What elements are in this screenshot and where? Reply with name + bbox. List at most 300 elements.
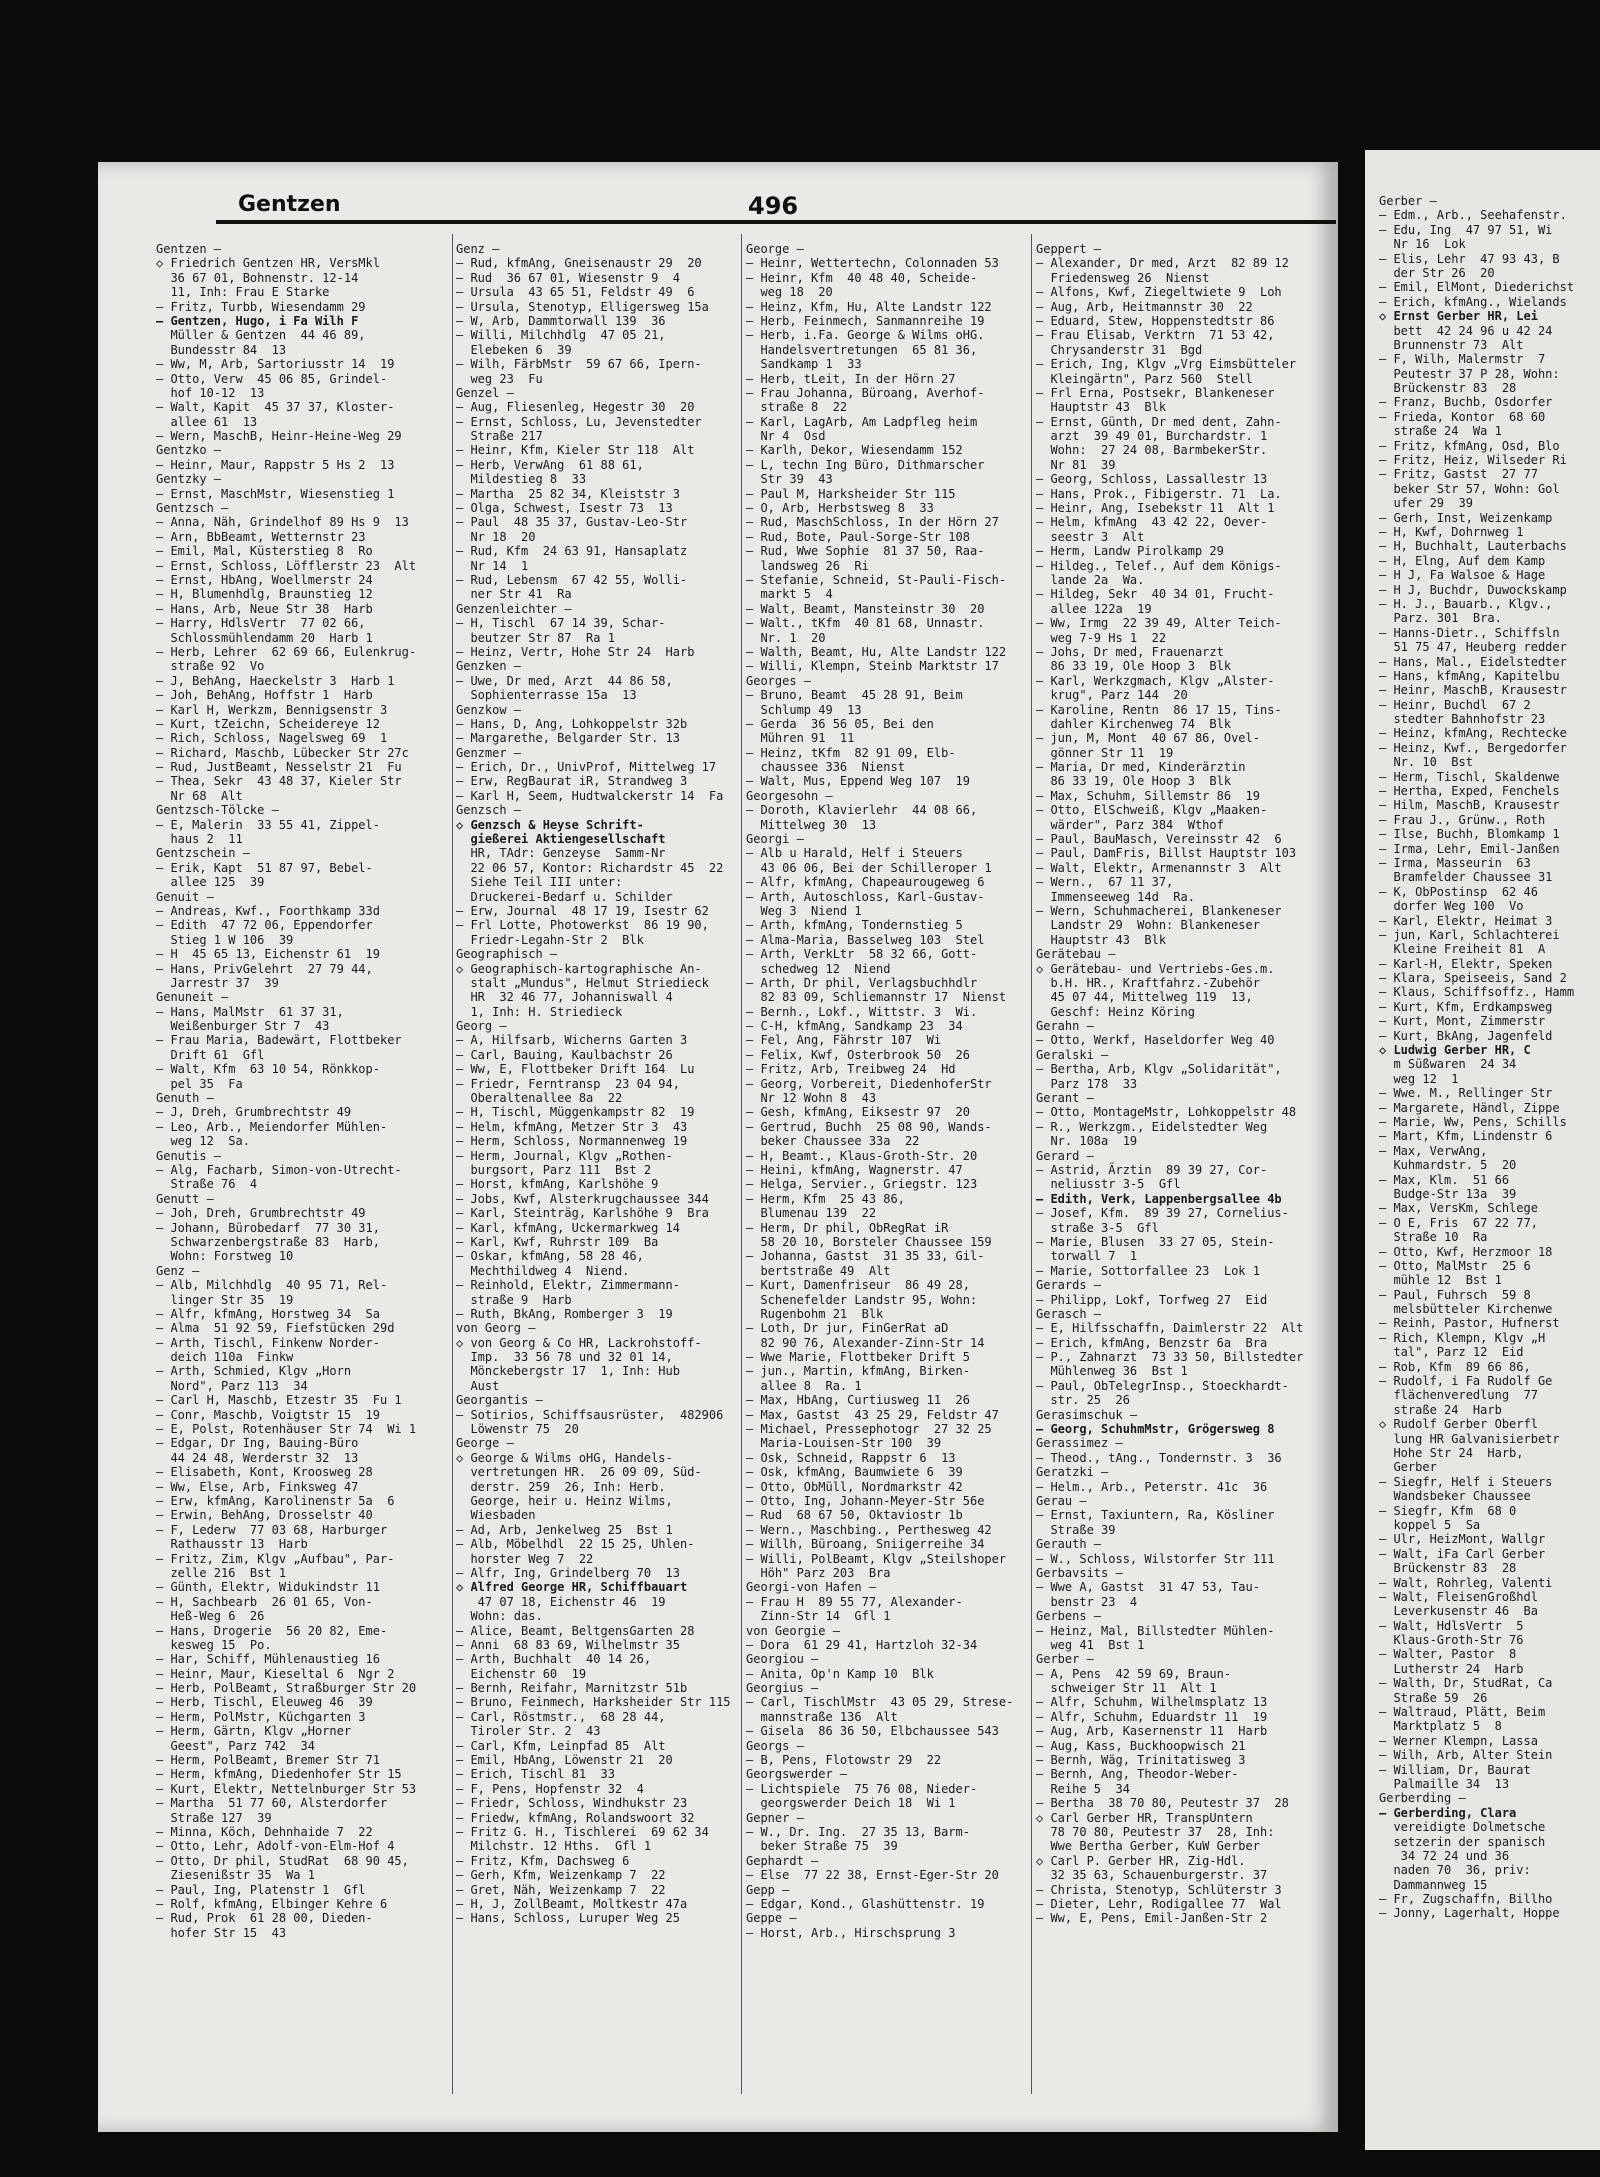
entry-line: — F, Lederw 77 03 68, Harburger xyxy=(156,1522,388,1537)
entry-line: Gerau — xyxy=(1036,1493,1087,1508)
entry-line: — Hans, Drogerie 56 20 82, Eme- xyxy=(156,1623,388,1638)
entry-line: — Wern, Schuhmacherei, Blankeneser xyxy=(1036,903,1282,918)
page-header xyxy=(238,182,1318,232)
entry-line: — Karl, Steinträg, Karlshöhe 9 Bra xyxy=(456,1206,709,1221)
entry-line: Genuth — xyxy=(156,1091,214,1106)
directory-column-1 xyxy=(156,242,448,1940)
entry-line: Eichenstr 60 19 xyxy=(456,1666,587,1681)
entry-line: weg 7-9 Hs 1 22 xyxy=(1036,630,1167,645)
entry-line: Tiroler Str. 2 43 xyxy=(456,1724,601,1739)
entry-line: — Walt., tKfm 40 81 68, Unnastr. xyxy=(746,616,985,631)
directory-column-3 xyxy=(746,242,1028,1940)
entry-line: — Willi, Milchhdlg 47 05 21, xyxy=(456,328,666,343)
entry-line: Gerasimschuk — xyxy=(1036,1407,1138,1422)
entry-line: — Rud, Bote, Paul-Sorge-Str 108 xyxy=(746,529,970,544)
entry-line: — Paul M, Harksheider Str 115 xyxy=(746,486,956,501)
entry-line: — Rud 68 67 50, Oktaviostr 1b xyxy=(746,1508,963,1523)
entry-line: 86 33 19, Ole Hoop 3 Blk xyxy=(1036,774,1232,789)
entry-line: — Frieda, Kontor 68 60 xyxy=(1379,409,1546,424)
entry-line: Gerber — xyxy=(1036,1652,1094,1667)
entry-line: — Georg, Vorbereit, DiedenhoferStr xyxy=(746,1076,992,1091)
entry-line: — Gentzen, Hugo, i Fa Wilh F xyxy=(156,313,359,328)
entry-line: — Karoline, Rentn 86 17 15, Tins- xyxy=(1036,702,1282,717)
entry-line: — Ernst, HbAng, Woellmerstr 24 xyxy=(156,572,373,587)
entry-line: — Willi, PolBeamt, Klgv „Steilshoper xyxy=(746,1551,1007,1566)
entry-line: mühle 12 Bst 1 xyxy=(1379,1273,1502,1288)
entry-line: — Alfons, Kwf, Ziegeltwiete 9 Loh xyxy=(1036,285,1282,300)
entry-line: Gepner — xyxy=(746,1810,804,1825)
entry-line: Gerard — xyxy=(1036,1148,1094,1163)
entry-line: — Emil, HbAng, Löwenstr 21 20 xyxy=(456,1753,673,1768)
entry-line: ◇ Carl P. Gerber HR, Zig-Hdl. xyxy=(1036,1853,1246,1868)
entry-line: — Karl, LagArb, Am Ladpfleg heim xyxy=(746,414,978,429)
entry-line: — Aug, Arb, Kasernenstr 11 Harb xyxy=(1036,1724,1268,1739)
entry-line: — Gerh, Kfm, Weizenkamp 7 22 xyxy=(456,1868,666,1883)
entry-line: — Rudolf, i Fa Rudolf Ge xyxy=(1379,1374,1553,1389)
entry-line: — Rud, kfmAng, Gneisenaustr 29 20 xyxy=(456,256,702,271)
entry-line: — Dora 61 29 41, Hartzloh 32-34 xyxy=(746,1637,978,1652)
entry-line: — Fr, Zugschaffn, Billho xyxy=(1379,1892,1553,1907)
entry-line: Wohn: Forstweg 10 xyxy=(156,1249,294,1264)
entry-line: Lutherstr 24 Harb xyxy=(1379,1661,1524,1676)
entry-line: Genzkow — xyxy=(456,702,522,717)
entry-line: — Carl, Bauing, Kaulbachstr 26 xyxy=(456,1047,673,1062)
entry-line: Hauptstr 43 Blk xyxy=(1036,932,1167,947)
entry-line: Parz 178 33 xyxy=(1036,1076,1138,1091)
entry-line: ufer 29 39 xyxy=(1379,496,1473,511)
entry-line: — H J, Buchdr, Duwockskamp xyxy=(1379,582,1567,597)
entry-line: — Erich, Ing, Klgv „Vrg Eimsbütteler xyxy=(1036,357,1297,372)
entry-line: — Johann, Bürobedarf 77 30 31, xyxy=(156,1220,380,1235)
entry-line: kesweg 15 Po. xyxy=(156,1637,272,1652)
entry-line: koppel 5 Sa xyxy=(1379,1517,1481,1532)
entry-line: Aust xyxy=(456,1378,500,1393)
entry-line: Friedr-Legahn-Str 2 Blk xyxy=(456,932,644,947)
entry-line: georgswerder Deich 18 Wi 1 xyxy=(746,1796,956,1811)
entry-line: 82 83 09, Schliemannstr 17 Nienst xyxy=(746,990,1007,1005)
entry-line: — Heinr, Kfm 40 48 40, Scheide- xyxy=(746,270,978,285)
adjacent-page-column xyxy=(1379,194,1600,1921)
entry-line: — Heinr, Maur, Rappstr 5 Hs 2 13 xyxy=(156,457,395,472)
entry-line: — Paul, Fuhrsch 59 8 xyxy=(1379,1287,1531,1302)
entry-line: — Herm, Landw Pirolkamp 29 xyxy=(1036,544,1224,559)
directory-page xyxy=(98,162,1338,2132)
entry-line: — Martha 25 82 34, Kleiststr 3 xyxy=(456,486,680,501)
entry-line: Gepp — xyxy=(746,1882,790,1897)
entry-line: — Walt, iFa Carl Gerber xyxy=(1379,1546,1546,1561)
entry-line: stedter Bahnhofstr 23 xyxy=(1379,712,1546,727)
entry-line: — Otto, ObMüll, Nordmarkstr 42 xyxy=(746,1479,963,1494)
entry-line: Gerards — xyxy=(1036,1278,1102,1293)
entry-line: — Alfr, kfmAng, Chapeaurougeweg 6 xyxy=(746,875,985,890)
entry-line: str. 25 26 xyxy=(1036,1393,1130,1408)
entry-line: Wwe Bertha Gerber, KuW Gerber xyxy=(1036,1839,1260,1854)
entry-line: — Otto, Dr phil, StudRat 68 90 45, xyxy=(156,1853,409,1868)
entry-line: — Otto, Kwf, Herzmoor 18 xyxy=(1379,1244,1553,1259)
entry-line: straße 8 22 xyxy=(746,400,848,415)
entry-line: Gerasch — xyxy=(1036,1306,1102,1321)
entry-line: — Martha 51 77 60, Alsterdorfer xyxy=(156,1796,388,1811)
entry-line: — Max, VersKm, Schlege xyxy=(1379,1201,1538,1216)
entry-line: — Fritz, Turbb, Wiesendamm 29 xyxy=(156,299,366,314)
entry-line: — Willh, Büroang, Sniigerreihe 34 xyxy=(746,1537,985,1552)
entry-line: — Joh, BehAng, Hoffstr 1 Harb xyxy=(156,688,373,703)
entry-line: burgsort, Parz 111 Bst 2 xyxy=(456,1163,652,1177)
entry-line: — C-H, kfmAng, Sandkamp 23 34 xyxy=(746,1019,963,1034)
entry-line: — Max, VerwAng, xyxy=(1379,1143,1488,1158)
entry-line: weg 12 1 xyxy=(1379,1071,1459,1086)
entry-line: — Ulr, HeizMont, Wallgr xyxy=(1379,1532,1546,1547)
entry-line: — Erw, RegBaurat iR, Strandweg 3 xyxy=(456,774,688,789)
entry-line: Geppert — xyxy=(1036,242,1102,256)
entry-line: — Alice, Beamt, BeltgensGarten 28 xyxy=(456,1623,695,1638)
entry-line: Georgi — xyxy=(746,832,804,847)
entry-line: — Herb, Tischl, Eleuweg 46 39 xyxy=(156,1695,373,1710)
entry-line: Marktplatz 5 8 xyxy=(1379,1719,1502,1734)
entry-line: Genzsch — xyxy=(456,803,522,818)
entry-line: Nr 18 20 xyxy=(456,529,536,544)
entry-line: — Joh, Dreh, Grumbrechtstr 49 xyxy=(156,1206,366,1221)
entry-line: — B, Pens, Flotowstr 29 22 xyxy=(746,1753,942,1768)
entry-line: seestr 3 Alt xyxy=(1036,529,1145,544)
entry-line: Maria-Louisen-Str 100 39 xyxy=(746,1436,942,1451)
entry-line: — Emil, ElMont, Diederichst xyxy=(1379,280,1575,295)
entry-line: Weg 3 Niend 1 xyxy=(746,903,862,918)
entry-line: bett 42 24 96 u 42 24 xyxy=(1379,323,1553,338)
entry-line: beker Str 57, Wohn: Gol xyxy=(1379,481,1560,496)
entry-line: Hohe Str 24 Harb, xyxy=(1379,1445,1524,1460)
entry-line: — Hans, D, Ang, Lohkoppelstr 32b xyxy=(456,716,688,731)
entry-line: — Alexander, Dr med, Arzt 82 89 12 xyxy=(1036,256,1289,271)
adjacent-page xyxy=(1365,150,1600,2150)
entry-line: Mönckebergstr 17 1, Inh: Hub xyxy=(456,1364,680,1379)
entry-line: — Max, Gastst 43 25 29, Feldstr 47 xyxy=(746,1407,999,1422)
entry-line: — Paul, BauMasch, Vereinsstr 42 6 xyxy=(1036,832,1282,847)
column-divider xyxy=(741,234,742,2094)
entry-line: — Harry, HdlsVertr 77 02 66, xyxy=(156,616,366,631)
entry-line: Wiesbaden xyxy=(456,1508,536,1523)
entry-line: — Carl, Kfm, Leinpfad 85 Alt xyxy=(456,1738,666,1753)
entry-line: — Arth, kfmAng, Tondernstieg 5 xyxy=(746,918,963,933)
entry-line: — Minna, Köch, Dehnhaide 7 22 xyxy=(156,1824,373,1839)
entry-line: — Paul, DamFris, Billst Hauptstr 103 xyxy=(1036,846,1297,861)
entry-line: — Herm, PolMstr, Küchgarten 3 xyxy=(156,1709,366,1724)
entry-line: 47 07 18, Eichenstr 46 19 xyxy=(456,1594,666,1609)
entry-line: Straße 39 xyxy=(1036,1522,1116,1537)
entry-line: — Anni 68 83 69, Wilhelmstr 35 xyxy=(456,1637,680,1652)
entry-line: — Erich, Dr., UnivProf, Mittelweg 17 xyxy=(456,760,717,775)
entry-line: — Herb, Feinmech, Sanmannreihe 19 xyxy=(746,313,985,328)
entry-line: arzt 39 49 01, Burchardstr. 1 xyxy=(1036,429,1268,444)
entry-line: 51 75 47, Heuberg redder xyxy=(1379,640,1567,655)
entry-line: Druckerei-Bedarf u. Schilder xyxy=(456,889,673,904)
entry-line: ner Str 41 Ra xyxy=(456,587,572,602)
entry-line: — Max, Schuhm, Sillemstr 86 19 xyxy=(1036,788,1260,803)
header-rule xyxy=(216,220,1336,224)
entry-line: — Arth, Autoschloss, Karl-Gustav- xyxy=(746,889,985,904)
entry-line: George, heir u. Heinz Wilms, xyxy=(456,1493,673,1508)
entry-line: — Theod., tAng., Tondernstr. 3 36 xyxy=(1036,1450,1282,1465)
entry-line: Gentzsch-Tölcke — xyxy=(156,803,279,818)
entry-line: — Herm, Kfm 25 43 86, xyxy=(746,1191,905,1206)
entry-line: Sophienterrasse 15a 13 xyxy=(456,688,637,703)
entry-line: beutzer Str 87 Ra 1 xyxy=(456,630,615,645)
entry-line: Brunnenstr 73 Alt xyxy=(1379,337,1524,352)
entry-line: ◇ George & Wilms oHG, Handels- xyxy=(456,1450,673,1465)
entry-line: b.H. HR., Kraftfahrz.-Zubehör xyxy=(1036,975,1260,990)
entry-line: — Waltraud, Plätt, Beim xyxy=(1379,1705,1546,1720)
entry-line: Gerberding — xyxy=(1379,1791,1466,1806)
entry-line: — Wwe Marie, Flottbeker Drift 5 xyxy=(746,1350,970,1365)
entry-line: — Fritz, Gastst 27 77 xyxy=(1379,467,1538,482)
entry-line: Straße 127 39 xyxy=(156,1810,272,1825)
entry-line: — Helm, kfmAng 43 42 22, Oever- xyxy=(1036,515,1268,530)
entry-line: — Carl, TischlMstr 43 05 29, Strese- xyxy=(746,1695,1014,1710)
entry-line: — H, Sachbearb 26 01 65, Von- xyxy=(156,1594,373,1609)
entry-line: Nord", Parz 113 34 xyxy=(156,1378,308,1393)
entry-line: — Paul 48 35 37, Gustav-Leo-Str xyxy=(456,515,688,530)
entry-line: — Herm, Dr phil, ObRegRat iR xyxy=(746,1220,949,1235)
entry-line: Gerber — xyxy=(1379,194,1437,208)
entry-line: weg 23 Fu xyxy=(456,371,543,386)
entry-line: Budge-Str 13a 39 xyxy=(1379,1186,1517,1201)
entry-line: — Kurt, Damenfriseur 86 49 28, xyxy=(746,1278,970,1293)
entry-line: — Edu, Ing 47 97 51, Wi xyxy=(1379,222,1553,237)
entry-line: 11, Inh: Frau E Starke xyxy=(156,285,330,300)
entry-line: — Aug, Fliesenleg, Hegestr 30 20 xyxy=(456,400,695,415)
entry-line: — Herm, Schloss, Normannenweg 19 xyxy=(456,1134,688,1149)
entry-line: melsbütteler Kirchenwe xyxy=(1379,1302,1553,1317)
entry-line: Drift 61 Gfl xyxy=(156,1047,265,1062)
entry-line: Straße 217 xyxy=(456,429,543,444)
entry-line: Rathausstr 13 Harb xyxy=(156,1537,308,1552)
entry-line: — Günth, Elektr, Widukindstr 11 xyxy=(156,1580,380,1595)
entry-line: — Irma, Lehr, Emil-Janßen xyxy=(1379,841,1560,856)
entry-line: — H, Kwf, Dohrnweg 1 xyxy=(1379,524,1524,539)
entry-line: — Felix, Kwf, Osterbrook 50 26 xyxy=(746,1047,970,1062)
entry-line: — Har, Schiff, Mühlenaustieg 16 xyxy=(156,1652,380,1667)
entry-line: Schwarzenbergstraße 83 Harb, xyxy=(156,1234,380,1249)
entry-line: — Herm, kfmAng, Diedenhofer Str 15 xyxy=(156,1767,402,1782)
entry-line: bertstraße 49 Alt xyxy=(746,1263,891,1278)
entry-line: Palmaille 34 13 xyxy=(1379,1776,1510,1791)
entry-line: — Emil, Mal, Küsterstieg 8 Ro xyxy=(156,544,373,559)
entry-line: — Elis, Lehr 47 93 43, B xyxy=(1379,251,1560,266)
entry-line: flächenveredlung 77 xyxy=(1379,1388,1538,1403)
entry-line: — Heinz, Mal, Billstedter Mühlen- xyxy=(1036,1623,1275,1638)
entry-line: — Helm., Arb., Peterstr. 41c 36 xyxy=(1036,1479,1268,1494)
entry-line: — A, Pens 42 59 69, Braun- xyxy=(1036,1666,1232,1681)
entry-line: 78 70 80, Peutestr 37 28, Inh: xyxy=(1036,1824,1275,1839)
entry-line: allee 122a 19 xyxy=(1036,601,1152,616)
entry-line: — Bernh, Reifahr, Marnitzstr 51b xyxy=(456,1681,688,1696)
entry-line: Bundesstr 84 13 xyxy=(156,342,287,357)
entry-line: — L, techn Ing Büro, Dithmarscher xyxy=(746,457,985,472)
entry-line: — Wern, MaschB, Heinr-Heine-Weg 29 xyxy=(156,429,402,444)
entry-line: — Rud, Lebensm 67 42 55, Wolli- xyxy=(456,572,688,587)
entry-line: allee 61 13 xyxy=(156,414,258,429)
entry-line: — Eduard, Stew, Hoppenstedtstr 86 xyxy=(1036,313,1275,328)
entry-line: — Ernst, Schloss, Löfflerstr 23 Alt xyxy=(156,558,417,573)
entry-line: — H, J, ZollBeamt, Moltkestr 47a xyxy=(456,1896,688,1911)
entry-line: — Rolf, kfmAng, Elbinger Kehre 6 xyxy=(156,1896,388,1911)
entry-line: — Herb, tLeit, In der Hörn 27 xyxy=(746,371,956,386)
entry-line: Genutis — xyxy=(156,1148,222,1163)
entry-line: — Astrid, Ärztin 89 39 27, Cor- xyxy=(1036,1163,1268,1177)
entry-line: — Fritz G. H., Tischlerei 69 62 34 xyxy=(456,1824,709,1839)
entry-line: markt 5 4 xyxy=(746,587,833,602)
entry-line: ◇ Ernst Gerber HR, Lei xyxy=(1379,309,1538,324)
entry-line: — Johs, Dr med, Frauenarzt xyxy=(1036,644,1224,659)
entry-line: — Erich, kfmAng, Benzstr 6a Bra xyxy=(1036,1335,1268,1350)
entry-line: allee 8 Ra. 1 xyxy=(746,1378,862,1393)
entry-line: — Hilm, MaschB, Krausestr xyxy=(1379,798,1560,813)
entry-line: krug", Parz 144 20 xyxy=(1036,688,1188,703)
entry-line: — H 45 65 13, Eichenstr 61 19 xyxy=(156,947,380,962)
entry-line: — Herb, VerwAng 61 88 61, xyxy=(456,457,644,472)
entry-line: weg 12 Sa. xyxy=(156,1134,250,1149)
entry-line: — Alb, Möbelhdl 22 15 25, Uhlen- xyxy=(456,1537,695,1552)
entry-line: ◇ Alfred George HR, Schiffbauart xyxy=(456,1580,688,1595)
entry-line: Landstr 29 Wohn: Blankeneser xyxy=(1036,918,1260,933)
entry-line: Georgs — xyxy=(746,1738,804,1753)
entry-line: — Ernst, MaschMstr, Wiesenstieg 1 xyxy=(156,486,395,501)
entry-line: — Marie, Blusen 33 27 05, Stein- xyxy=(1036,1234,1275,1249)
entry-line: Mühlenweg 36 Bst 1 xyxy=(1036,1364,1188,1379)
entry-line: 43 06 06, Bei der Schilleroper 1 xyxy=(746,860,992,875)
entry-line: — Karl, Kwf, Ruhrstr 109 Ba xyxy=(456,1234,659,1249)
entry-line: — Frau Johanna, Büroang, Averhof- xyxy=(746,385,985,400)
entry-line: Gentzschein — xyxy=(156,846,250,861)
entry-line: — Werner Klempn, Lassa xyxy=(1379,1733,1538,1748)
entry-line: — Bernh, Wäg, Trinitatisweg 3 xyxy=(1036,1753,1246,1768)
entry-line: haus 2 11 xyxy=(156,832,243,847)
entry-line: Sandkamp 1 33 xyxy=(746,357,862,372)
entry-line: — Kurt, tZeichn, Scheidereye 12 xyxy=(156,716,380,731)
entry-line: — Heinz, Kfm, Hu, Alte Landstr 122 xyxy=(746,299,992,314)
entry-line: — Frl Erna, Postsekr, Blankeneser xyxy=(1036,385,1275,400)
entry-line: Oberaltenallee 8a 22 xyxy=(456,1091,623,1106)
entry-line: Nr. 108a 19 xyxy=(1036,1134,1138,1149)
entry-line: — Rob, Kfm 89 66 86, xyxy=(1379,1359,1531,1374)
entry-line: — Uwe, Dr med, Arzt 44 86 58, xyxy=(456,673,673,688)
entry-line: — Walth, Dr, StudRat, Ca xyxy=(1379,1676,1553,1691)
entry-line: — Reinhold, Elektr, Zimmermann- xyxy=(456,1278,680,1293)
entry-line: — Doroth, Klavierlehr 44 08 66, xyxy=(746,803,978,818)
entry-line: Geratzki — xyxy=(1036,1465,1109,1480)
entry-line: — F, Wilh, Malermstr 7 xyxy=(1379,352,1546,367)
entry-line: Georg — xyxy=(456,1019,507,1034)
entry-line: — Ww, Else, Arb, Finksweg 47 xyxy=(156,1479,359,1494)
entry-line: — Carl, Röstmstr., 68 28 44, xyxy=(456,1709,666,1724)
entry-line: Reihe 5 34 xyxy=(1036,1781,1130,1796)
entry-line: — Erich, kfmAng., Wielands xyxy=(1379,294,1567,309)
entry-line: — Else 77 22 38, Ernst-Eger-Str 20 xyxy=(746,1868,999,1883)
entry-line: — Edgar, Dr Ing, Bauing-Büro xyxy=(156,1436,359,1451)
entry-line: — Franz, Buchb, Osdorfer xyxy=(1379,395,1553,410)
entry-line: — Max, Klm. 51 66 xyxy=(1379,1172,1510,1187)
entry-line: Immenseeweg 14d Ra. xyxy=(1036,889,1195,904)
entry-line: — Friedr, Ferntransp 23 04 94, xyxy=(456,1076,680,1091)
entry-line: — Karl H, Seem, Hudtwalckerstr 14 Fa xyxy=(456,788,724,803)
entry-line: Straße 76 4 xyxy=(156,1177,258,1192)
entry-line: — H J, Fa Walsoe & Hage xyxy=(1379,568,1546,583)
entry-line: — Arth, Dr phil, Verlagsbuchhdlr xyxy=(746,975,978,990)
entry-line: Georges — xyxy=(746,673,812,688)
entry-line: Genzel — xyxy=(456,385,514,400)
entry-line: — H, Buchhalt, Lauterbachs xyxy=(1379,539,1567,554)
entry-line: HR, TAdr: Genzeyse Samm-Nr xyxy=(456,846,666,861)
entry-line: — Alfr, Schuhm, Wilhelmsplatz 13 xyxy=(1036,1695,1268,1710)
entry-line: — Frl Lotte, Photowerkst 86 19 90, xyxy=(456,918,709,933)
entry-line: — Edm., Arb., Seehafenstr. xyxy=(1379,208,1567,223)
entry-line: — Frau Elisab, Verktrn 71 53 42, xyxy=(1036,328,1275,343)
entry-line: Weißenburger Str 7 43 xyxy=(156,1019,330,1034)
page-number: 496 xyxy=(748,192,799,220)
column-divider xyxy=(452,234,453,2094)
entry-line: Chrysanderstr 31 Bgd xyxy=(1036,342,1203,357)
entry-line: — Christa, Stenotyp, Schlüterstr 3 xyxy=(1036,1882,1282,1897)
entry-line: gönner Str 11 19 xyxy=(1036,745,1174,760)
entry-line: — Gertrud, Buchh 25 08 90, Wands- xyxy=(746,1119,992,1134)
entry-line: — Walt, HdlsVertr 5 xyxy=(1379,1618,1524,1633)
entry-line: — Alfr, Ing, Grindelberg 70 13 xyxy=(456,1565,680,1580)
entry-line: — P., Zahnarzt 73 33 50, Billstedter xyxy=(1036,1350,1304,1365)
entry-line: Gentzsch — xyxy=(156,501,229,516)
entry-line: — Friedw, kfmAng, Rolandswoort 32 xyxy=(456,1810,695,1825)
entry-line: — Erich, Tischl 81 33 xyxy=(456,1767,615,1782)
entry-line: — Ww, Irmg 22 39 49, Alter Teich- xyxy=(1036,616,1282,631)
entry-line: — Bruno, Feinmech, Harksheider Str 115 xyxy=(456,1695,731,1710)
entry-line: lande 2a Wa. xyxy=(1036,572,1145,587)
entry-line: — Thea, Sekr 43 48 37, Kieler Str xyxy=(156,774,402,789)
entry-line: — Otto, Lehr, Adolf-von-Elm-Hof 4 xyxy=(156,1839,395,1854)
entry-line: — Hans, Schloss, Luruper Weg 25 xyxy=(456,1911,680,1926)
entry-line: — Margarete, Händl, Zippe xyxy=(1379,1100,1560,1115)
entry-line: — Horst, Arb., Hirschsprung 3 xyxy=(746,1925,956,1940)
entry-line: landsweg 26 Ri xyxy=(746,558,869,573)
entry-line: tal", Parz 12 Eid xyxy=(1379,1345,1524,1360)
entry-line: Nr 68 Alt xyxy=(156,788,243,803)
entry-line: horster Weg 7 22 xyxy=(456,1551,594,1566)
entry-line: — Philipp, Lokf, Torfweg 27 Eid xyxy=(1036,1292,1268,1307)
entry-line: Geppe — xyxy=(746,1911,797,1926)
entry-line: 22 06 57, Kontor: Richardstr 45 22 xyxy=(456,860,724,875)
entry-line: — Hildeg, Sekr 40 34 01, Frucht- xyxy=(1036,587,1275,602)
entry-line: Gephardt — xyxy=(746,1853,819,1868)
entry-line: — Heini, kfmAng, Wagnerstr. 47 xyxy=(746,1163,963,1177)
entry-line: — Siegfr, Kfm 68 0 xyxy=(1379,1503,1517,1518)
entry-line: — Siegfr, Helf i Steuers xyxy=(1379,1474,1553,1489)
entry-line: — Rich, Klempn, Klgv „H xyxy=(1379,1330,1546,1345)
entry-line: Nr. 10 Bst xyxy=(1379,755,1473,770)
entry-line: Friedensweg 26 Nienst xyxy=(1036,270,1210,285)
entry-line: schweiger Str 11 Alt 1 xyxy=(1036,1681,1217,1696)
entry-line: — Otto, MontageMstr, Lohkoppelstr 48 xyxy=(1036,1105,1297,1120)
entry-line: — Max, HbAng, Curtiusweg 11 26 xyxy=(746,1393,970,1408)
entry-line: — Rud 36 67 01, Wiesenstr 9 4 xyxy=(456,270,680,285)
entry-line: — Otto, Verw 45 06 85, Grindel- xyxy=(156,371,388,386)
entry-line: — Walt, Beamt, Mansteinstr 30 20 xyxy=(746,601,985,616)
entry-line: pel 35 Fa xyxy=(156,1076,243,1091)
entry-line: von Georg — xyxy=(456,1321,536,1336)
entry-line: — Hanns-Dietr., Schiffsln xyxy=(1379,625,1560,640)
entry-line: — Walt, Mus, Eppend Weg 107 19 xyxy=(746,774,970,789)
entry-line: Wandsbeker Chaussee xyxy=(1379,1489,1531,1504)
entry-line: — Otto, MalMstr 25 6 xyxy=(1379,1258,1531,1273)
entry-line: — Paul, ObTelegrInsp., Stoeckhardt- xyxy=(1036,1378,1289,1393)
entry-line: Handelsvertretungen 65 81 36, xyxy=(746,342,978,357)
